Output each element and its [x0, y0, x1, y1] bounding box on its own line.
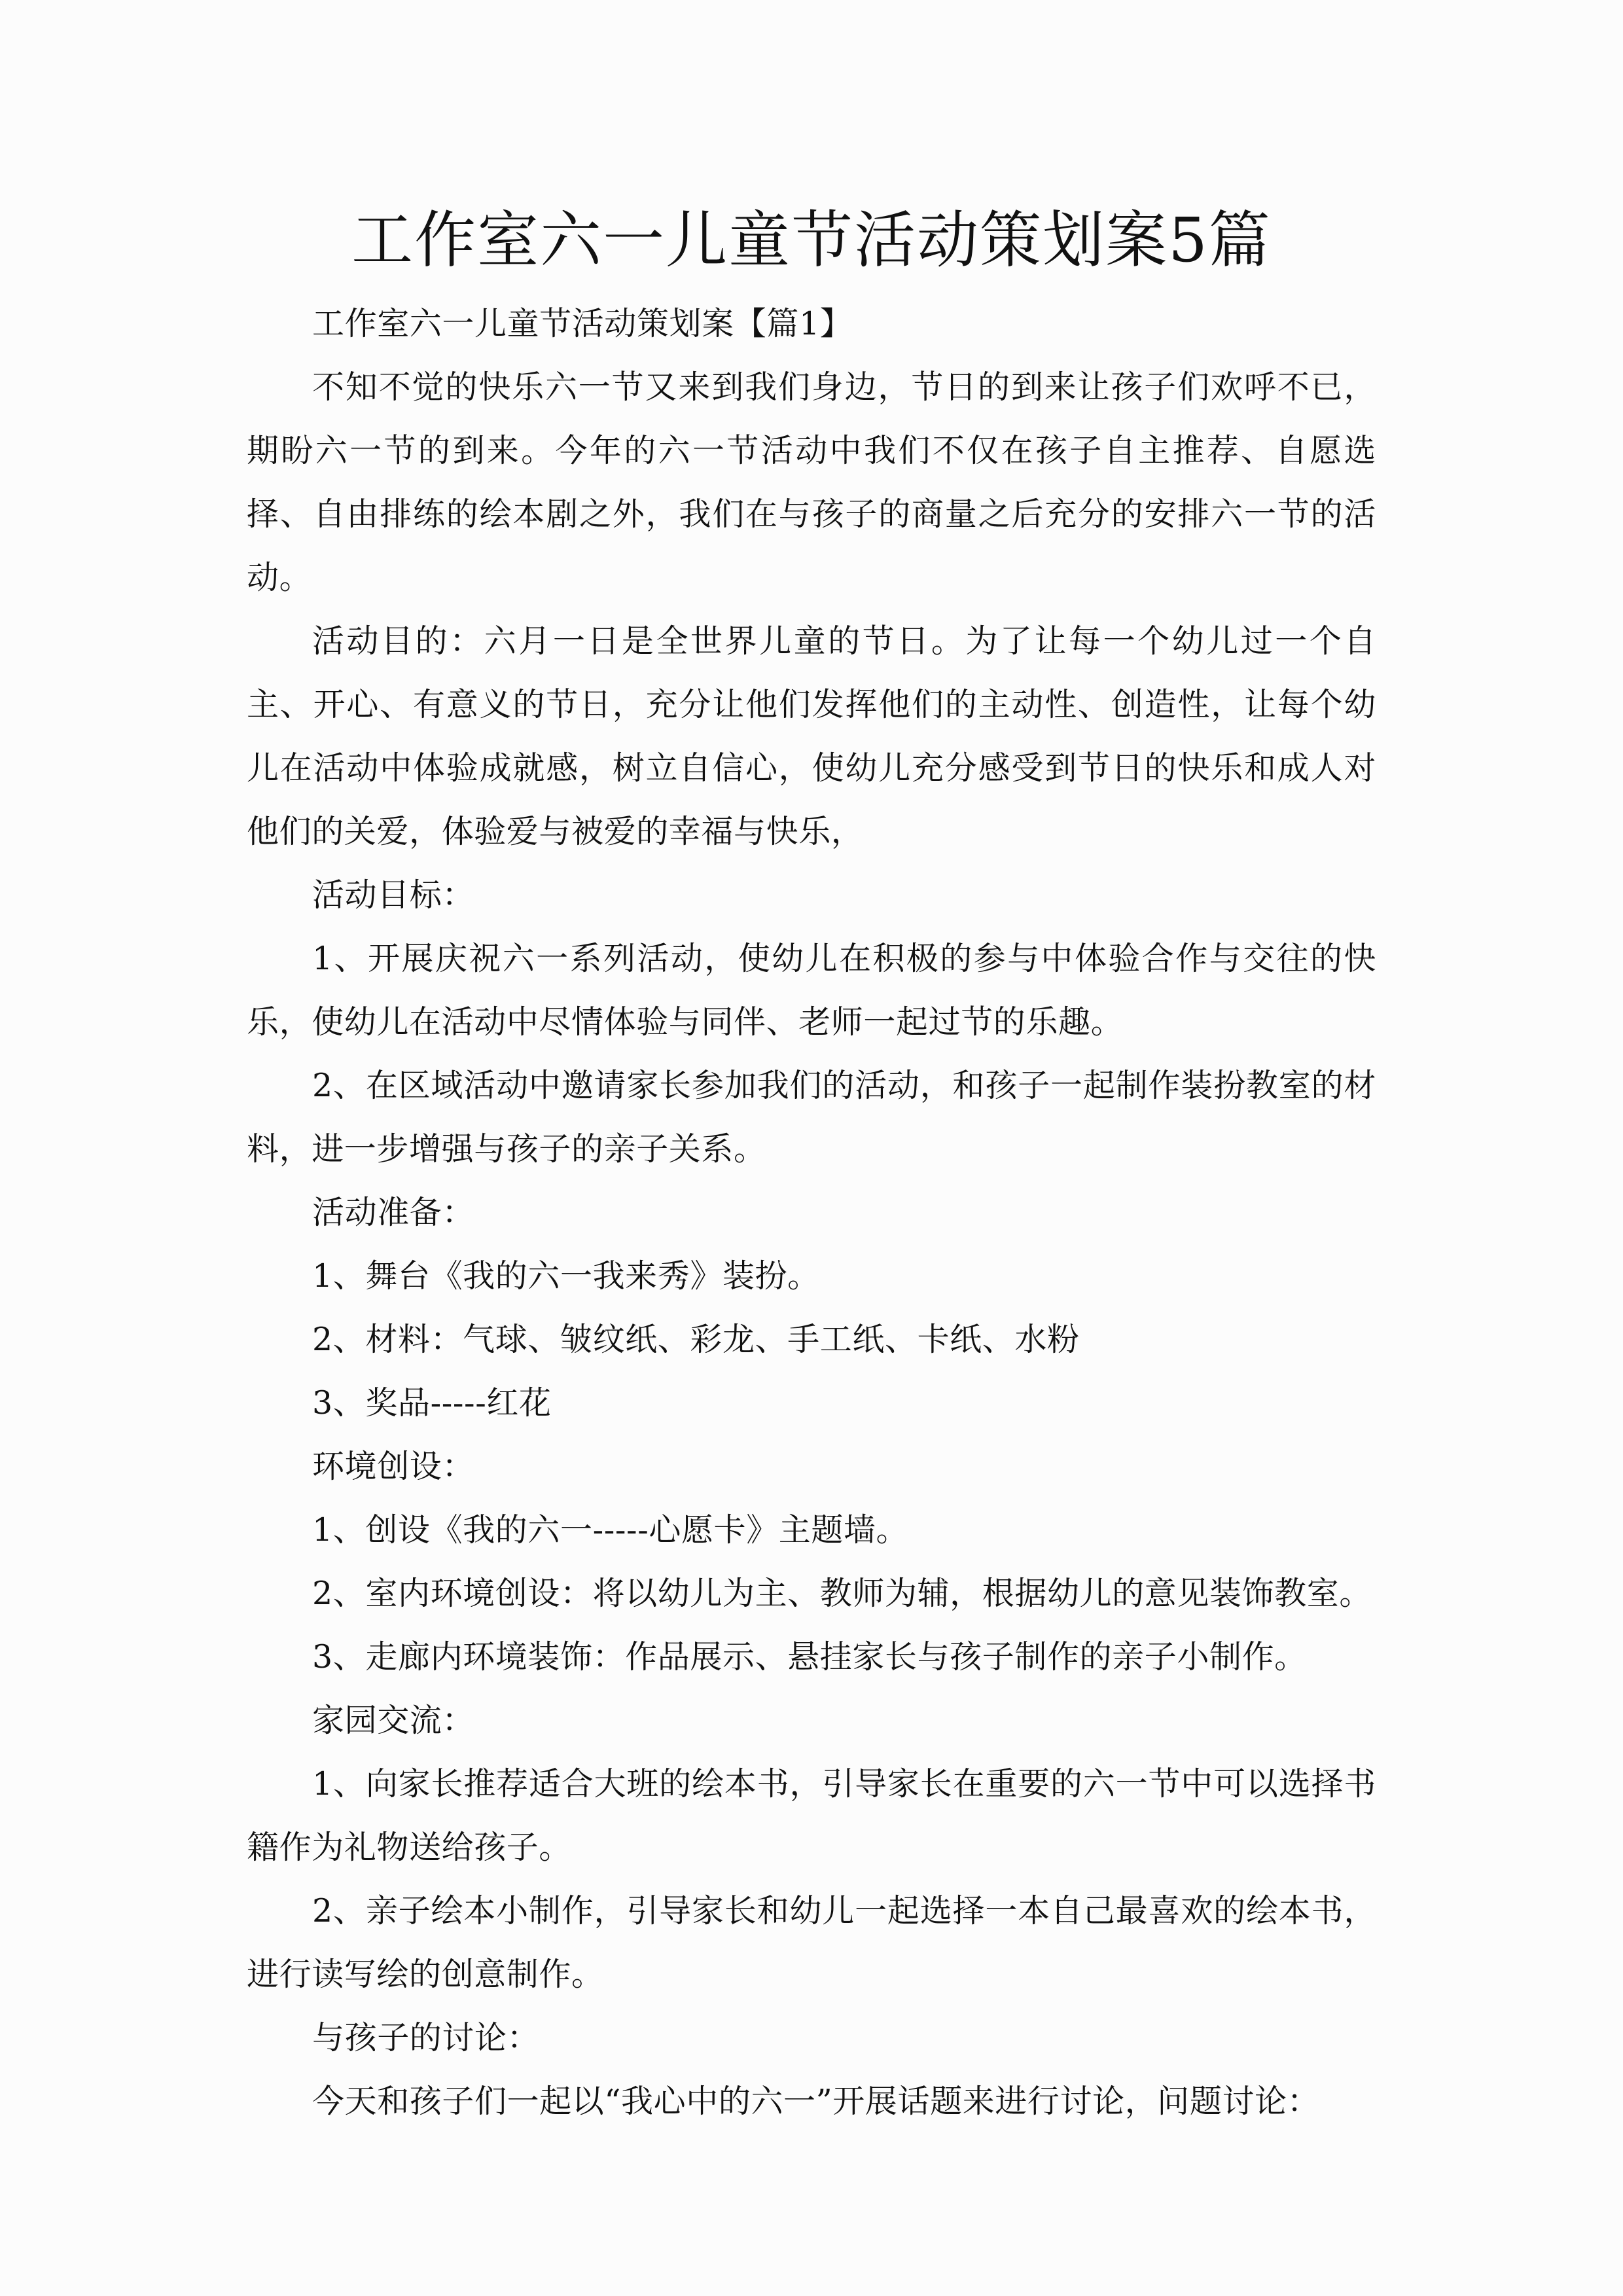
section-heading-part-1: 工作室六一儿童节活动策划案【篇1】	[312, 305, 853, 342]
environment-setup-heading: 环境创设：	[312, 1448, 475, 1485]
home-school-item-2: 2、亲子绘本小制作，引导家长和幼儿一起选择一本自己最喜欢的绘本书，进行读写绘的创意制作。	[247, 1892, 1376, 1993]
home-school-heading: 家园交流：	[312, 1702, 475, 1739]
document-title: 工作室六一儿童节活动策划案5篇	[351, 205, 1272, 276]
intro-paragraph: 不知不觉的快乐六一节又来到我们身边，节日的到来让孩子们欢呼不已，期盼六一节的到来。今年的六一节活动中我们不仅在孩子自主推荐、自愿选择、自由排练的绘本剧之外，我们在与孩子的商量之后充分的安排六一节的活动。	[247, 368, 1376, 596]
activity-purpose-paragraph: 活动目的：六月一日是全世界儿童的节日。为了让每一个幼儿过一个自主、开心、有意义的节日，充分让他们发挥他们的主动性、创造性，让每个幼儿在活动中体验成就感，树立自信心，使幼儿充分感受到节日的快乐和成人对他们的关爱，体验爱与被爱的幸福与快乐，	[247, 622, 1376, 850]
home-school-item-1: 1、向家长推荐适合大班的绘本书，引导家长在重要的六一节中可以选择书籍作为礼物送给孩子。	[247, 1765, 1376, 1866]
activity-goals-heading: 活动目标：	[312, 876, 475, 914]
document-body	[247, 292, 1376, 2133]
preparation-item-1: 1、舞台《我的六一我来秀》装扮。	[312, 1257, 820, 1295]
environment-item-2: 2、室内环境创设：将以幼儿为主、教师为辅，根据幼儿的意见装饰教室。	[312, 1575, 1372, 1612]
goal-item-2: 2、在区域活动中邀请家长参加我们的活动，和孩子一起制作装扮教室的材料，进一步增强与孩子的亲子关系。	[247, 1067, 1376, 1168]
discussion-paragraph: 今天和孩子们一起以“我心中的六一”开展话题来进行讨论，问题讨论：	[312, 2083, 1320, 2120]
environment-item-3: 3、走廊内环境装饰：作品展示、悬挂家长与孩子制作的亲子小制作。	[312, 1638, 1307, 1676]
preparation-item-2: 2、材料：气球、皱纹纸、彩龙、手工纸、卡纸、水粉	[312, 1321, 1080, 1358]
environment-item-1: 1、创设《我的六一-----心愿卡》主题墙。	[312, 1511, 909, 1549]
discussion-heading: 与孩子的讨论：	[312, 2019, 540, 2056]
activity-preparation-heading: 活动准备：	[312, 1194, 475, 1231]
goal-item-1: 1、开展庆祝六一系列活动，使幼儿在积极的参与中体验合作与交往的快乐，使幼儿在活动中尽情体验与同伴、老师一起过节的乐趣。	[247, 940, 1376, 1041]
preparation-item-3: 3、奖品-----红花	[312, 1384, 552, 1422]
